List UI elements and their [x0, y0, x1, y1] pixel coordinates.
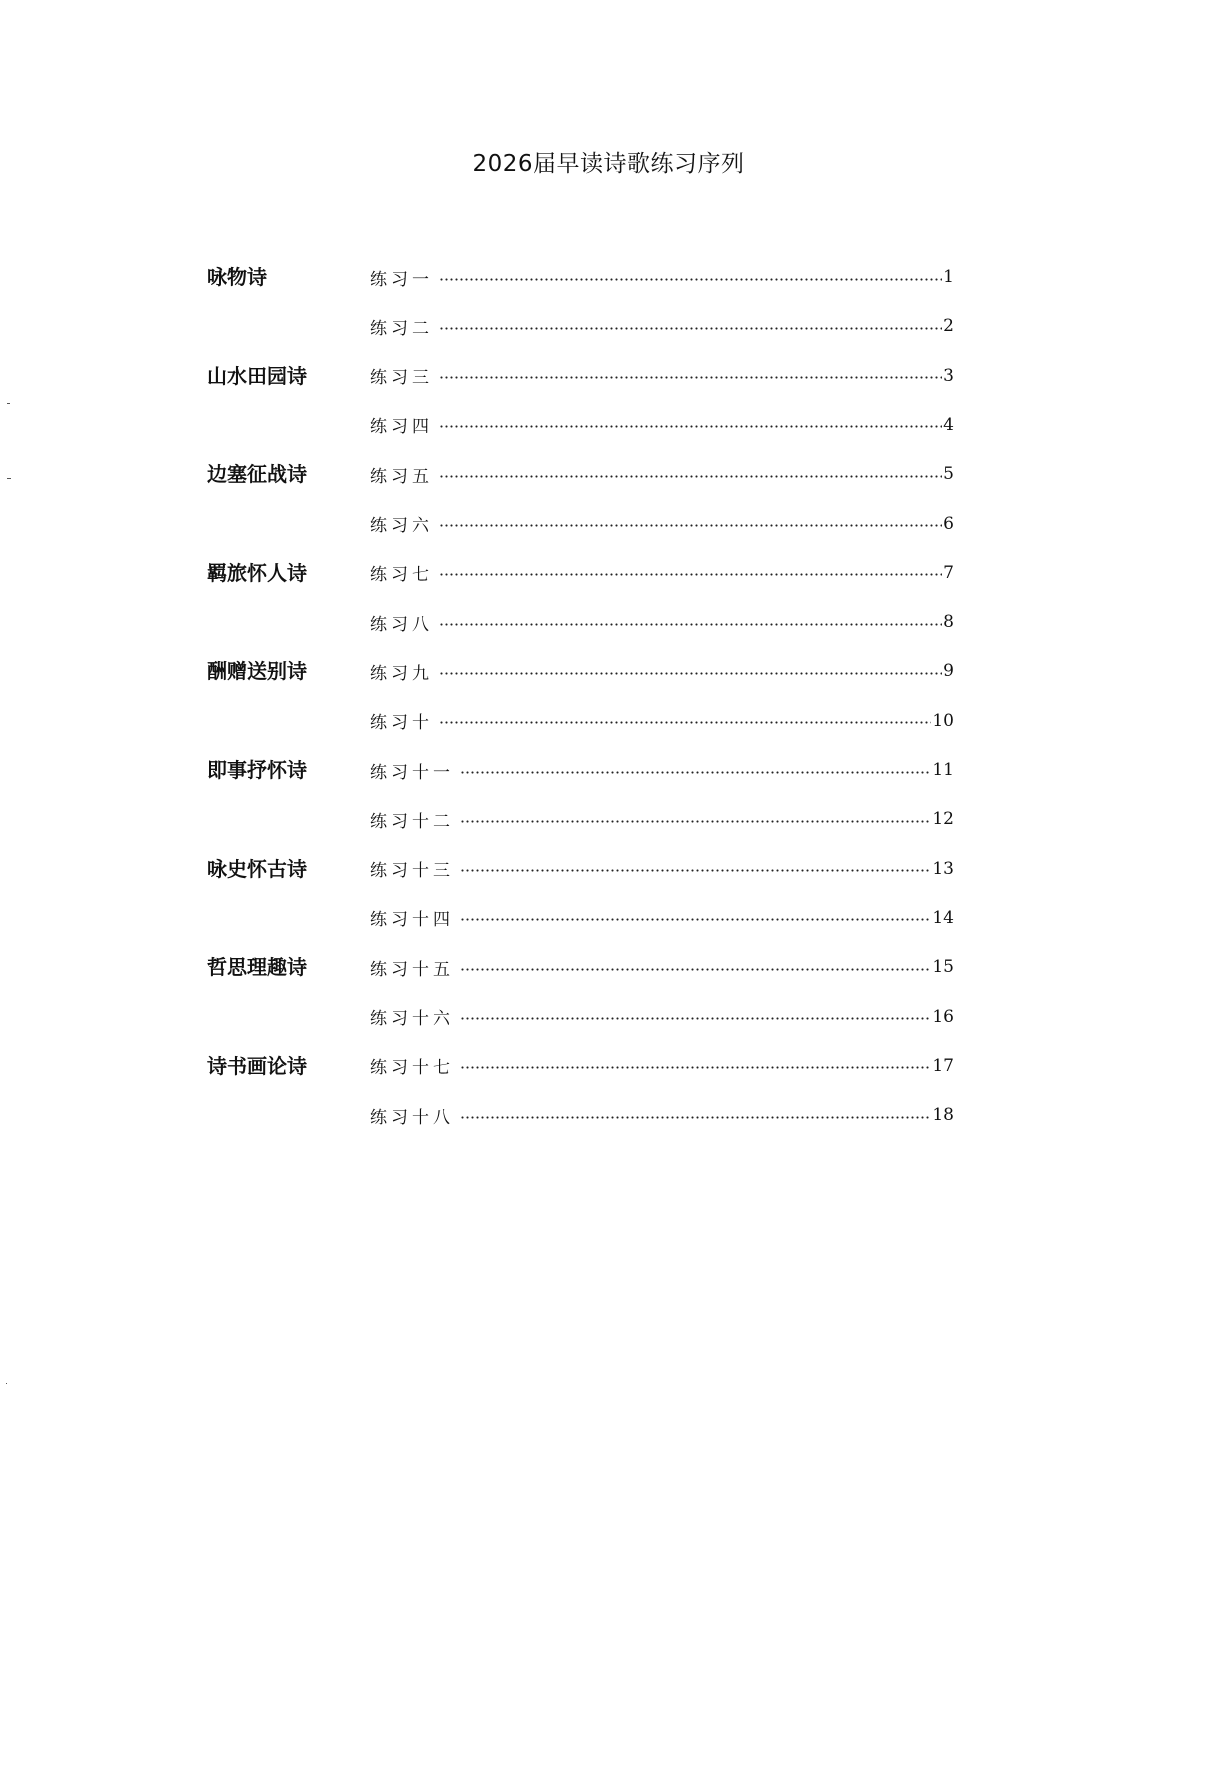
- toc-category: 咏物诗: [207, 265, 267, 289]
- toc-entry-label: 练习九: [370, 663, 433, 684]
- toc-entry-label: 练习十二: [370, 811, 454, 832]
- toc-entry-label: 练习十: [370, 713, 433, 734]
- toc-row: [0, 755, 1217, 785]
- dot-leader: [460, 918, 931, 921]
- toc-row: [0, 903, 1217, 933]
- toc-entry-label: 练习十八: [370, 1107, 454, 1128]
- toc-page-number: 12: [932, 809, 954, 830]
- toc-category: 边塞征战诗: [207, 462, 307, 487]
- toc-row: [0, 410, 1217, 440]
- toc-entry-label: 练习四: [370, 417, 433, 438]
- scan-mark: [7, 478, 11, 479]
- toc-category: 即事抒怀诗: [207, 758, 307, 782]
- dot-leader: [439, 721, 931, 724]
- toc-page-number: 6: [943, 513, 954, 534]
- toc-entry[interactable]: [370, 558, 954, 588]
- toc-page-number: 11: [932, 760, 954, 780]
- dot-leader: [439, 573, 942, 576]
- toc-page-number: 7: [943, 562, 954, 583]
- toc-entry-label: 练习十五: [370, 959, 454, 980]
- toc-category: 诗书画论诗: [207, 1053, 307, 1078]
- scan-mark: [7, 403, 10, 404]
- toc-row: [0, 311, 1217, 341]
- toc-page-number: 17: [932, 1055, 954, 1076]
- dot-leader: [439, 672, 942, 675]
- toc-page-number: 8: [943, 612, 954, 633]
- toc-row: [0, 558, 1217, 588]
- toc-entry[interactable]: [370, 804, 954, 834]
- toc-page-number: 5: [943, 464, 954, 485]
- dot-leader: [439, 376, 942, 379]
- toc-entry[interactable]: [370, 410, 954, 440]
- toc-entry-label: 练习十七: [370, 1058, 454, 1079]
- dot-leader: [460, 968, 931, 971]
- dot-leader: [439, 327, 942, 330]
- toc-category: 哲思理趣诗: [207, 955, 307, 980]
- toc-entry[interactable]: [370, 459, 954, 489]
- toc-page-number: 3: [943, 365, 954, 386]
- toc-row: [0, 804, 1217, 834]
- toc-entry[interactable]: [370, 854, 954, 884]
- toc-entry[interactable]: [370, 262, 954, 292]
- toc-row: [0, 1051, 1217, 1081]
- toc-entry[interactable]: [370, 361, 954, 391]
- toc-entry[interactable]: [370, 656, 954, 686]
- toc-category: 咏史怀古诗: [207, 856, 307, 881]
- toc-page-number: 18: [932, 1105, 954, 1126]
- toc-row: [0, 262, 1217, 292]
- dot-leader: [439, 475, 942, 478]
- dot-leader: [439, 278, 942, 281]
- page-title: 2026届早读诗歌练习序列: [472, 151, 745, 177]
- toc-row: [0, 952, 1217, 982]
- toc-entry-label: 练习六: [370, 516, 433, 536]
- toc-category: 山水田园诗: [207, 363, 307, 388]
- toc-page-number: 4: [943, 414, 954, 435]
- toc-row: [0, 509, 1217, 539]
- toc-entry-label: 练习三: [370, 368, 433, 389]
- toc-entry[interactable]: [370, 311, 954, 341]
- toc-entry-label: 练习十三: [370, 861, 454, 882]
- toc-page-number: 10: [932, 710, 954, 731]
- toc-entry[interactable]: [370, 509, 954, 539]
- toc-entry-label: 练习十四: [370, 910, 454, 931]
- toc-page-number: 16: [932, 1006, 954, 1027]
- toc-page-number: 13: [932, 858, 954, 879]
- toc-page-number: 15: [932, 957, 954, 978]
- toc-entry-label: 练习二: [370, 318, 433, 339]
- dot-leader: [439, 623, 942, 626]
- toc-entry[interactable]: [370, 755, 954, 785]
- toc-row: [0, 854, 1217, 884]
- toc-entry[interactable]: [370, 952, 954, 982]
- toc-entry[interactable]: [370, 1051, 954, 1081]
- toc-row: [0, 1002, 1217, 1032]
- toc-category: 羁旅怀人诗: [207, 560, 307, 585]
- toc-entry-label: 练习一: [370, 269, 433, 290]
- toc-entry-label: 练习七: [370, 565, 433, 586]
- toc-row: [0, 706, 1217, 736]
- toc-page-number: 14: [932, 907, 954, 928]
- dot-leader: [439, 425, 942, 428]
- toc-row: [0, 1100, 1217, 1130]
- toc-page-number: 2: [943, 316, 954, 337]
- toc-entry-label: 练习五: [370, 466, 433, 487]
- toc-category: 酬赠送别诗: [207, 659, 307, 684]
- dot-leader: [439, 524, 942, 527]
- dot-leader: [460, 1017, 931, 1020]
- dot-leader: [460, 771, 931, 774]
- toc-page-number: 1: [943, 267, 954, 287]
- scan-mark: [6, 1383, 7, 1384]
- toc-entry[interactable]: [370, 607, 954, 637]
- dot-leader: [460, 1116, 931, 1119]
- toc-row: [0, 459, 1217, 489]
- toc-entry[interactable]: [370, 706, 954, 736]
- toc-entry-label: 练习八: [370, 614, 433, 635]
- toc-entry[interactable]: [370, 903, 954, 933]
- toc-page-number: 9: [943, 661, 954, 682]
- toc-row: [0, 361, 1217, 391]
- toc-entry-label: 练习十六: [370, 1009, 454, 1029]
- toc-entry[interactable]: [370, 1100, 954, 1130]
- dot-leader: [460, 820, 931, 823]
- toc-entry-label: 练习十一: [370, 762, 454, 783]
- toc-row: [0, 607, 1217, 637]
- toc-entry[interactable]: [370, 1002, 954, 1032]
- dot-leader: [460, 1066, 931, 1069]
- toc-row: [0, 656, 1217, 686]
- dot-leader: [460, 869, 931, 872]
